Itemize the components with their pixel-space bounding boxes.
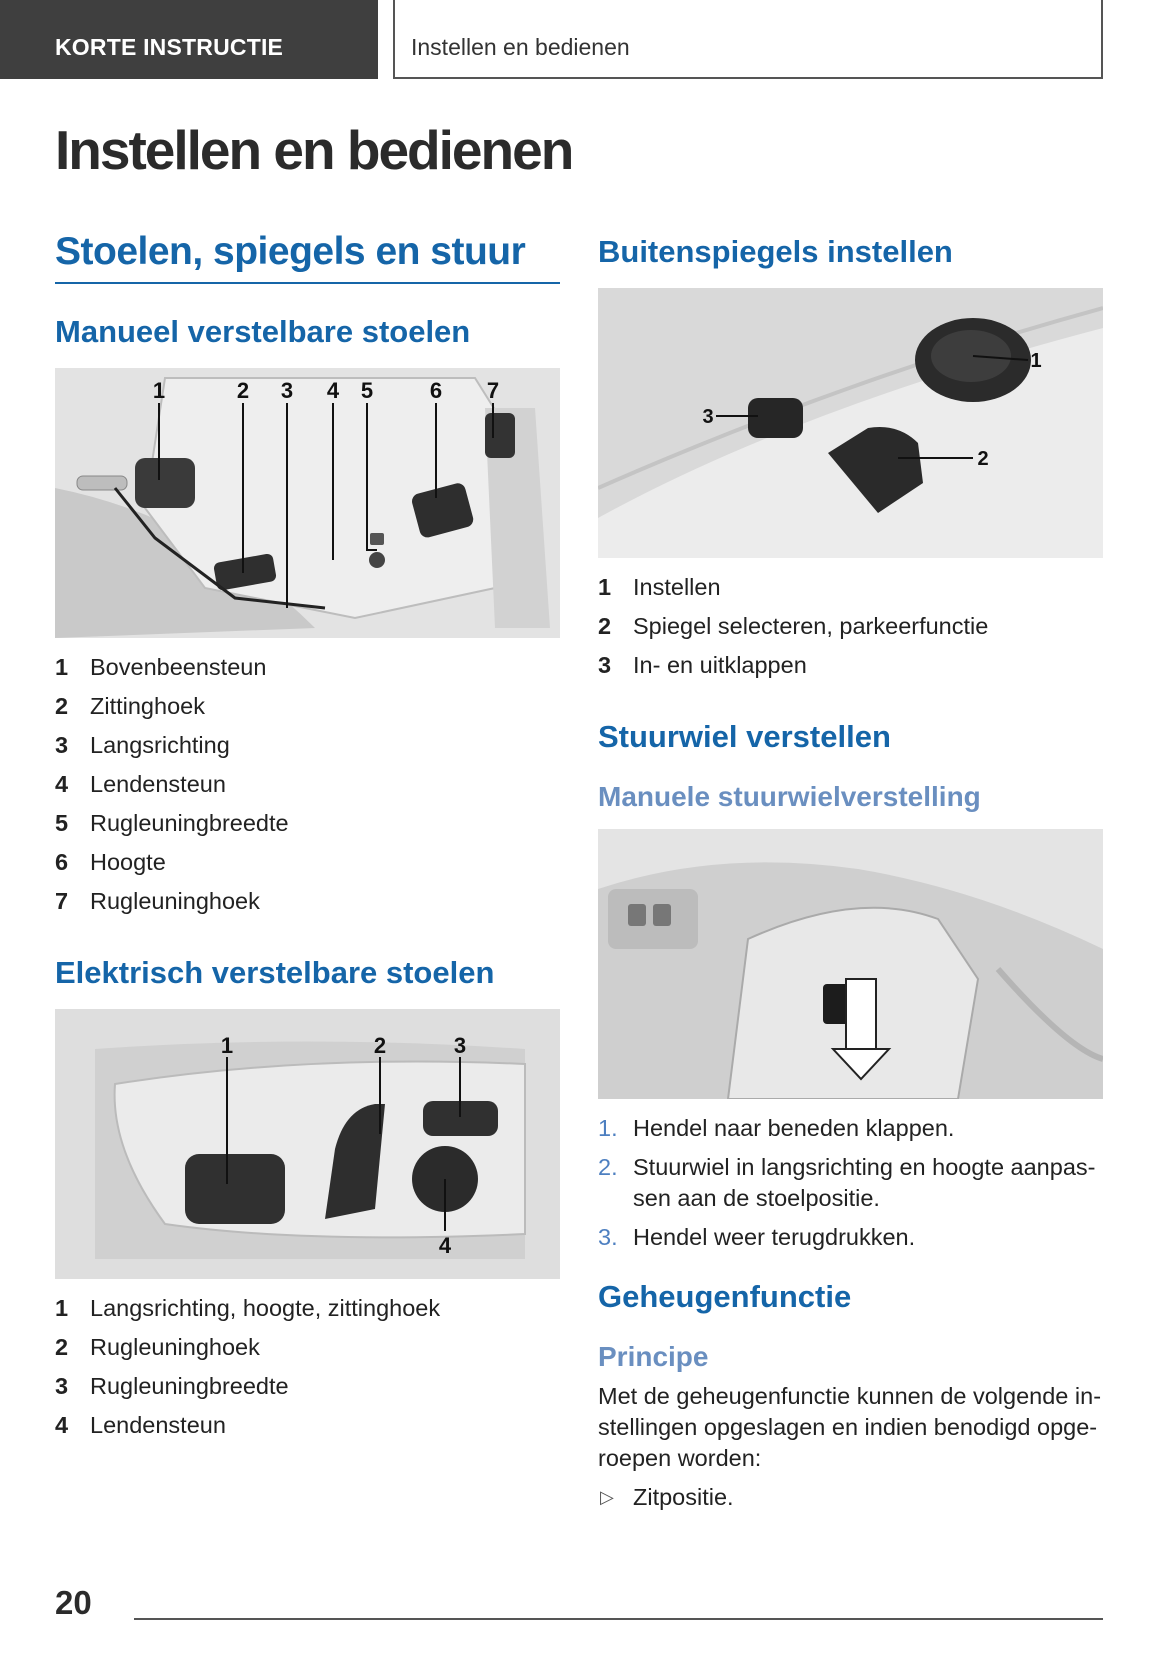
- section-title-seats: Stoelen, spiegels en stuur: [55, 230, 560, 284]
- left-column: [55, 230, 560, 1445]
- page-title: Instellen en bedienen: [55, 119, 573, 181]
- legend-item: 2 Rugleuninghoek: [55, 1334, 260, 1360]
- steering-title: Stuurwiel verstellen: [598, 719, 891, 754]
- memory-paragraph: Met de geheugenfunctie kunnen de volgende in-stellingen opgeslagen en indien benodigd opge-roepen worden:: [598, 1383, 1102, 1471]
- manual-callout: 2: [236, 378, 250, 403]
- steering-steps: [598, 1113, 1103, 1253]
- legend-item: 7 Rugleuninghoek: [55, 888, 260, 914]
- electric-callout: 4: [438, 1233, 452, 1258]
- legend-item: 3 Langsrichting: [55, 732, 230, 758]
- legend-item: 4 Lendensteun: [55, 771, 226, 797]
- manual-seats-title: Manueel verstelbare stoelen: [55, 314, 471, 349]
- memory-title: Geheugenfunctie: [598, 1279, 852, 1314]
- mirror-callout: 3: [702, 406, 714, 428]
- mirror-callout: 1: [1030, 350, 1042, 372]
- mirror-legend: [598, 568, 1103, 685]
- legend-item: 1 Instellen: [598, 574, 721, 600]
- legend-item: 6 Hoogte: [55, 849, 166, 875]
- legend-item: 4 Lendensteun: [55, 1412, 226, 1438]
- page-number: 20: [55, 1584, 92, 1621]
- mirrors-title: Buitenspiegels instellen: [598, 234, 953, 269]
- memory-subtitle: Principe: [598, 1341, 709, 1372]
- section-tab: KORTE INSTRUCTIE: [0, 0, 378, 79]
- mirror-figure: [598, 288, 1103, 558]
- manual-callout: 1: [152, 378, 166, 403]
- footer-rule: [134, 1618, 1103, 1620]
- electric-seats-title: Elektrisch verstelbare stoelen: [55, 955, 495, 990]
- legend-item: 3 In- en uitklappen: [598, 652, 807, 678]
- manual-callout: 6: [429, 378, 443, 403]
- legend-item: 5 Rugleuningbreedte: [55, 810, 289, 836]
- manual-callout: 4: [326, 378, 340, 403]
- manual-callout: 5: [360, 378, 374, 403]
- step-item: 1. Hendel naar beneden klappen.: [598, 1115, 955, 1141]
- mirror-callout: 2: [977, 448, 989, 470]
- manual-callout: 7: [486, 378, 500, 403]
- legend-item: 2 Zittinghoek: [55, 693, 205, 719]
- legend-item: 3 Rugleuningbreedte: [55, 1373, 289, 1399]
- manual-seat-legend: [55, 648, 560, 921]
- step-item: 2. Stuurwiel in langsrichting en hoogte aanpas-sen aan de stoelpositie.: [598, 1154, 1096, 1211]
- steering-subtitle: Manuele stuurwielverstelling: [598, 781, 981, 812]
- electric-callout: 2: [373, 1033, 387, 1058]
- right-column: [598, 230, 1103, 1513]
- manual-seat-figure: [55, 368, 560, 638]
- electric-callout: 3: [453, 1033, 467, 1058]
- manual-callout: 3: [280, 378, 294, 403]
- legend-item: 2 Spiegel selecteren, parkeerfunctie: [598, 613, 989, 639]
- step-item: 3. Hendel weer terugdrukken.: [598, 1224, 916, 1250]
- electric-callout: 1: [220, 1033, 234, 1058]
- triangle-bullet-icon: ▷: [600, 1487, 614, 1507]
- chapter-header: Instellen en bedienen: [393, 0, 1103, 79]
- electric-seat-legend: [55, 1289, 560, 1445]
- legend-item: 1 Bovenbeensteun: [55, 654, 267, 680]
- memory-bullet: ▷ Zitpositie.: [598, 1482, 1103, 1513]
- electric-seat-figure: [55, 1009, 560, 1279]
- legend-item: 1 Langsrichting, hoogte, zittinghoek: [55, 1295, 441, 1321]
- steering-figure: [598, 829, 1103, 1099]
